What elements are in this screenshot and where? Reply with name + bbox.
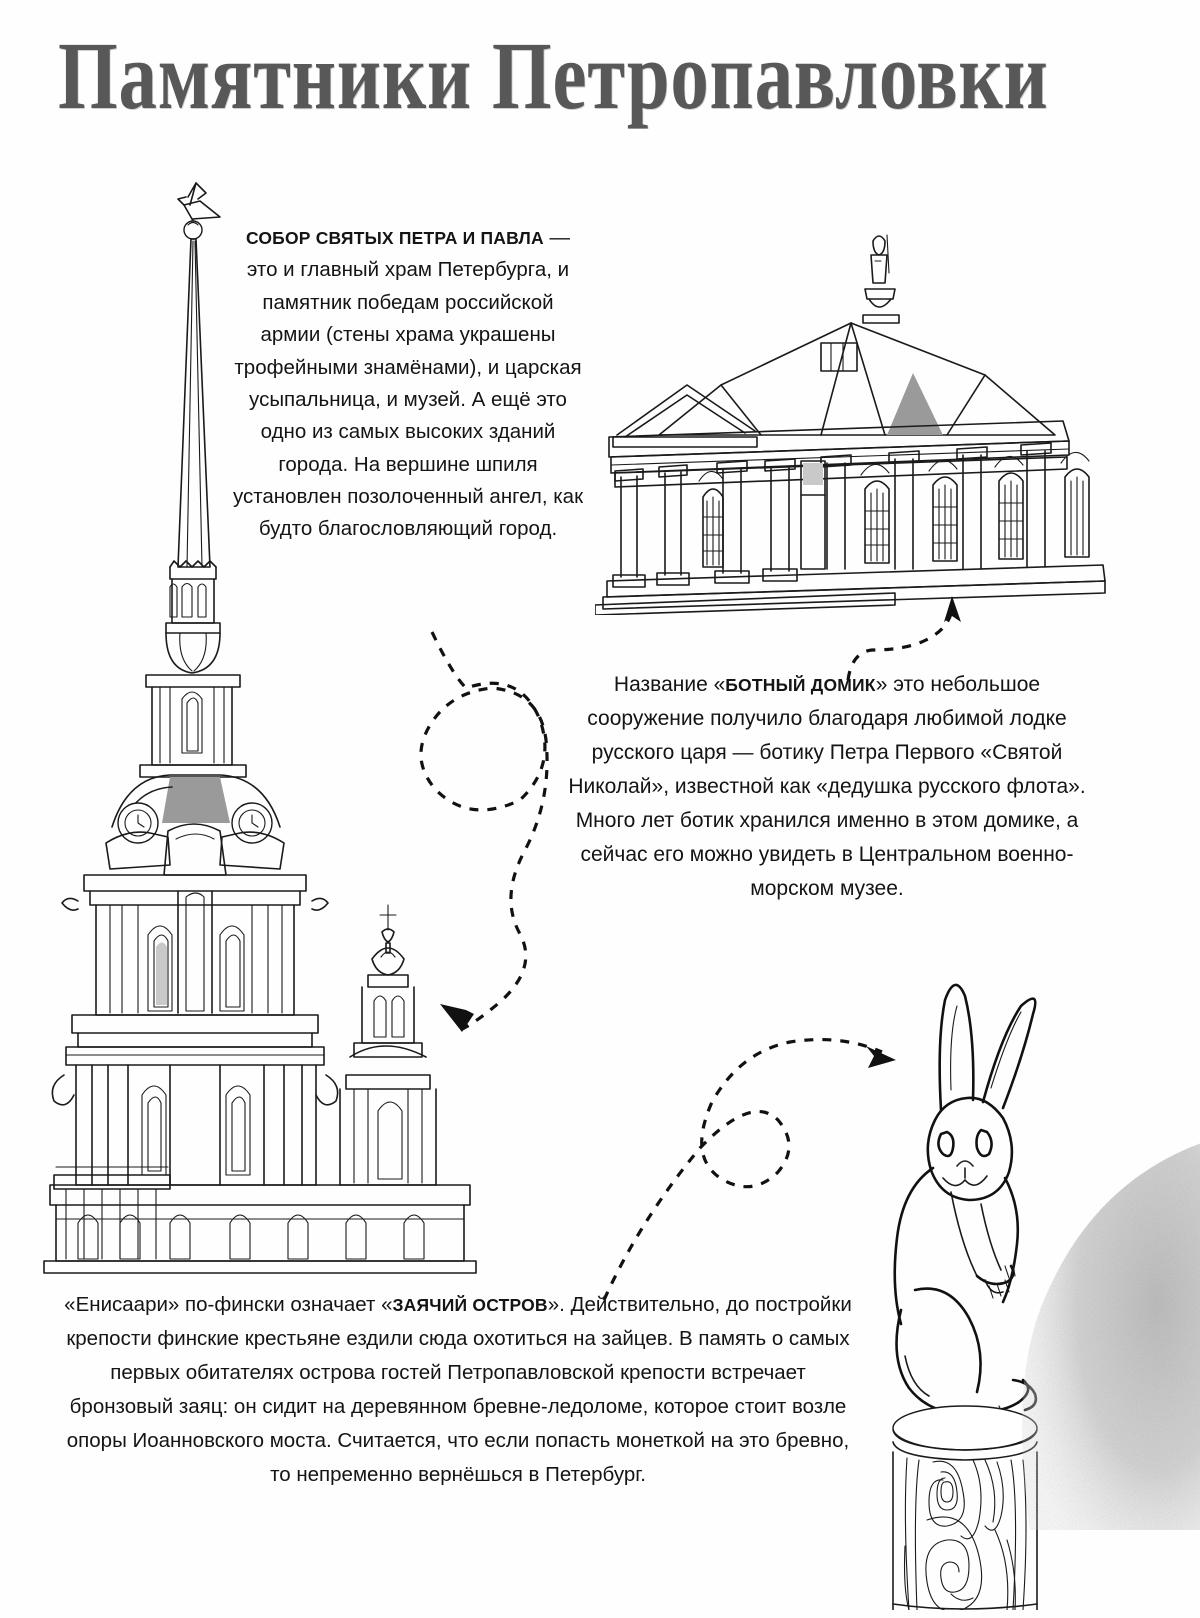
- arrow-to-cathedral-dome: [421, 632, 547, 1032]
- cathedral-paragraph: [232, 222, 584, 546]
- botny-body: » это небольшое сооружение получило благодаря любимой лодке русского царя — ботику Петра Первого «Святой Николай», известной как «дедушка русского флота». Много лет ботик хранился именно в этом домике, а сейчас его можно увидеть в Центральном военно-морском музее.: [568, 673, 1086, 901]
- cathedral-bell-tier: [62, 875, 328, 1015]
- cathedral-upper-tier: [140, 675, 246, 823]
- botny-steps: [595, 565, 1105, 615]
- botny-roof: [613, 323, 1055, 447]
- hare-statue: [895, 985, 1036, 1426]
- botny-caption: БОТНЫЙ ДОМИК: [725, 675, 876, 695]
- cathedral-body: это и главный храм Петербурга, и памятник победам российской армии (стены храма украшены трофейными знамёнами), и царская усыпальница, и музей. А ещё это одно из самых высоких зданий города. На вершине шпиля установлен позолоченный ангел, как будто благословляющий город.: [232, 258, 584, 541]
- grey-texture-blob: [980, 1130, 1200, 1530]
- hare-paragraph: [58, 1288, 858, 1492]
- cathedral-lantern: [166, 561, 220, 673]
- botny-domik-illustration: [595, 225, 1115, 615]
- hare-caption: ЗАЯЧИЙ ОСТРОВ: [392, 1295, 548, 1315]
- arrow-to-hare: [604, 1040, 896, 1300]
- cathedral-entablature: [66, 1015, 324, 1065]
- cathedral-lower-tier: [52, 1065, 337, 1185]
- bronze-hare-on-log-illustration: [855, 960, 1155, 1610]
- hare-body: ». Действительно, до постройки крепости финские крестьяне ездили сюда охотиться на зайцев. В память о самых первых обитателях острова гостей Петропавловской крепости встречает бронзовый заяц: он сидит на деревянном бревне-ледоломе, которое стоит возле опоры Иоанновского моста. Считается, что если попасть монеткой на это бревно, то непременно вернёшься в Петербург.: [66, 1293, 852, 1487]
- page-title: Памятники Петропавловки: [58, 22, 1049, 129]
- botny-entablature: [609, 421, 1069, 487]
- roof-statue-icon: [863, 235, 899, 323]
- cathedral-base: [44, 1167, 476, 1273]
- botny-windows: [699, 452, 1089, 569]
- cathedral-caption: СОБОР СВЯТЫХ ПЕТРА И ПАВЛА: [245, 228, 544, 248]
- hare-lead: «Енисаари» по-фински означает «: [64, 1293, 393, 1316]
- cathedral-small-dome: [340, 905, 436, 1185]
- botny-columns: [613, 443, 1051, 587]
- golden-angel-icon: [178, 183, 220, 239]
- botny-lead: Название «: [613, 673, 726, 696]
- cathedral-spire: [178, 239, 210, 567]
- cathedral-clock-tier: [106, 775, 284, 875]
- wooden-log-icebreaker: [893, 1406, 1037, 1610]
- cathedral-dash: —: [543, 226, 571, 249]
- botny-paragraph: [562, 668, 1092, 906]
